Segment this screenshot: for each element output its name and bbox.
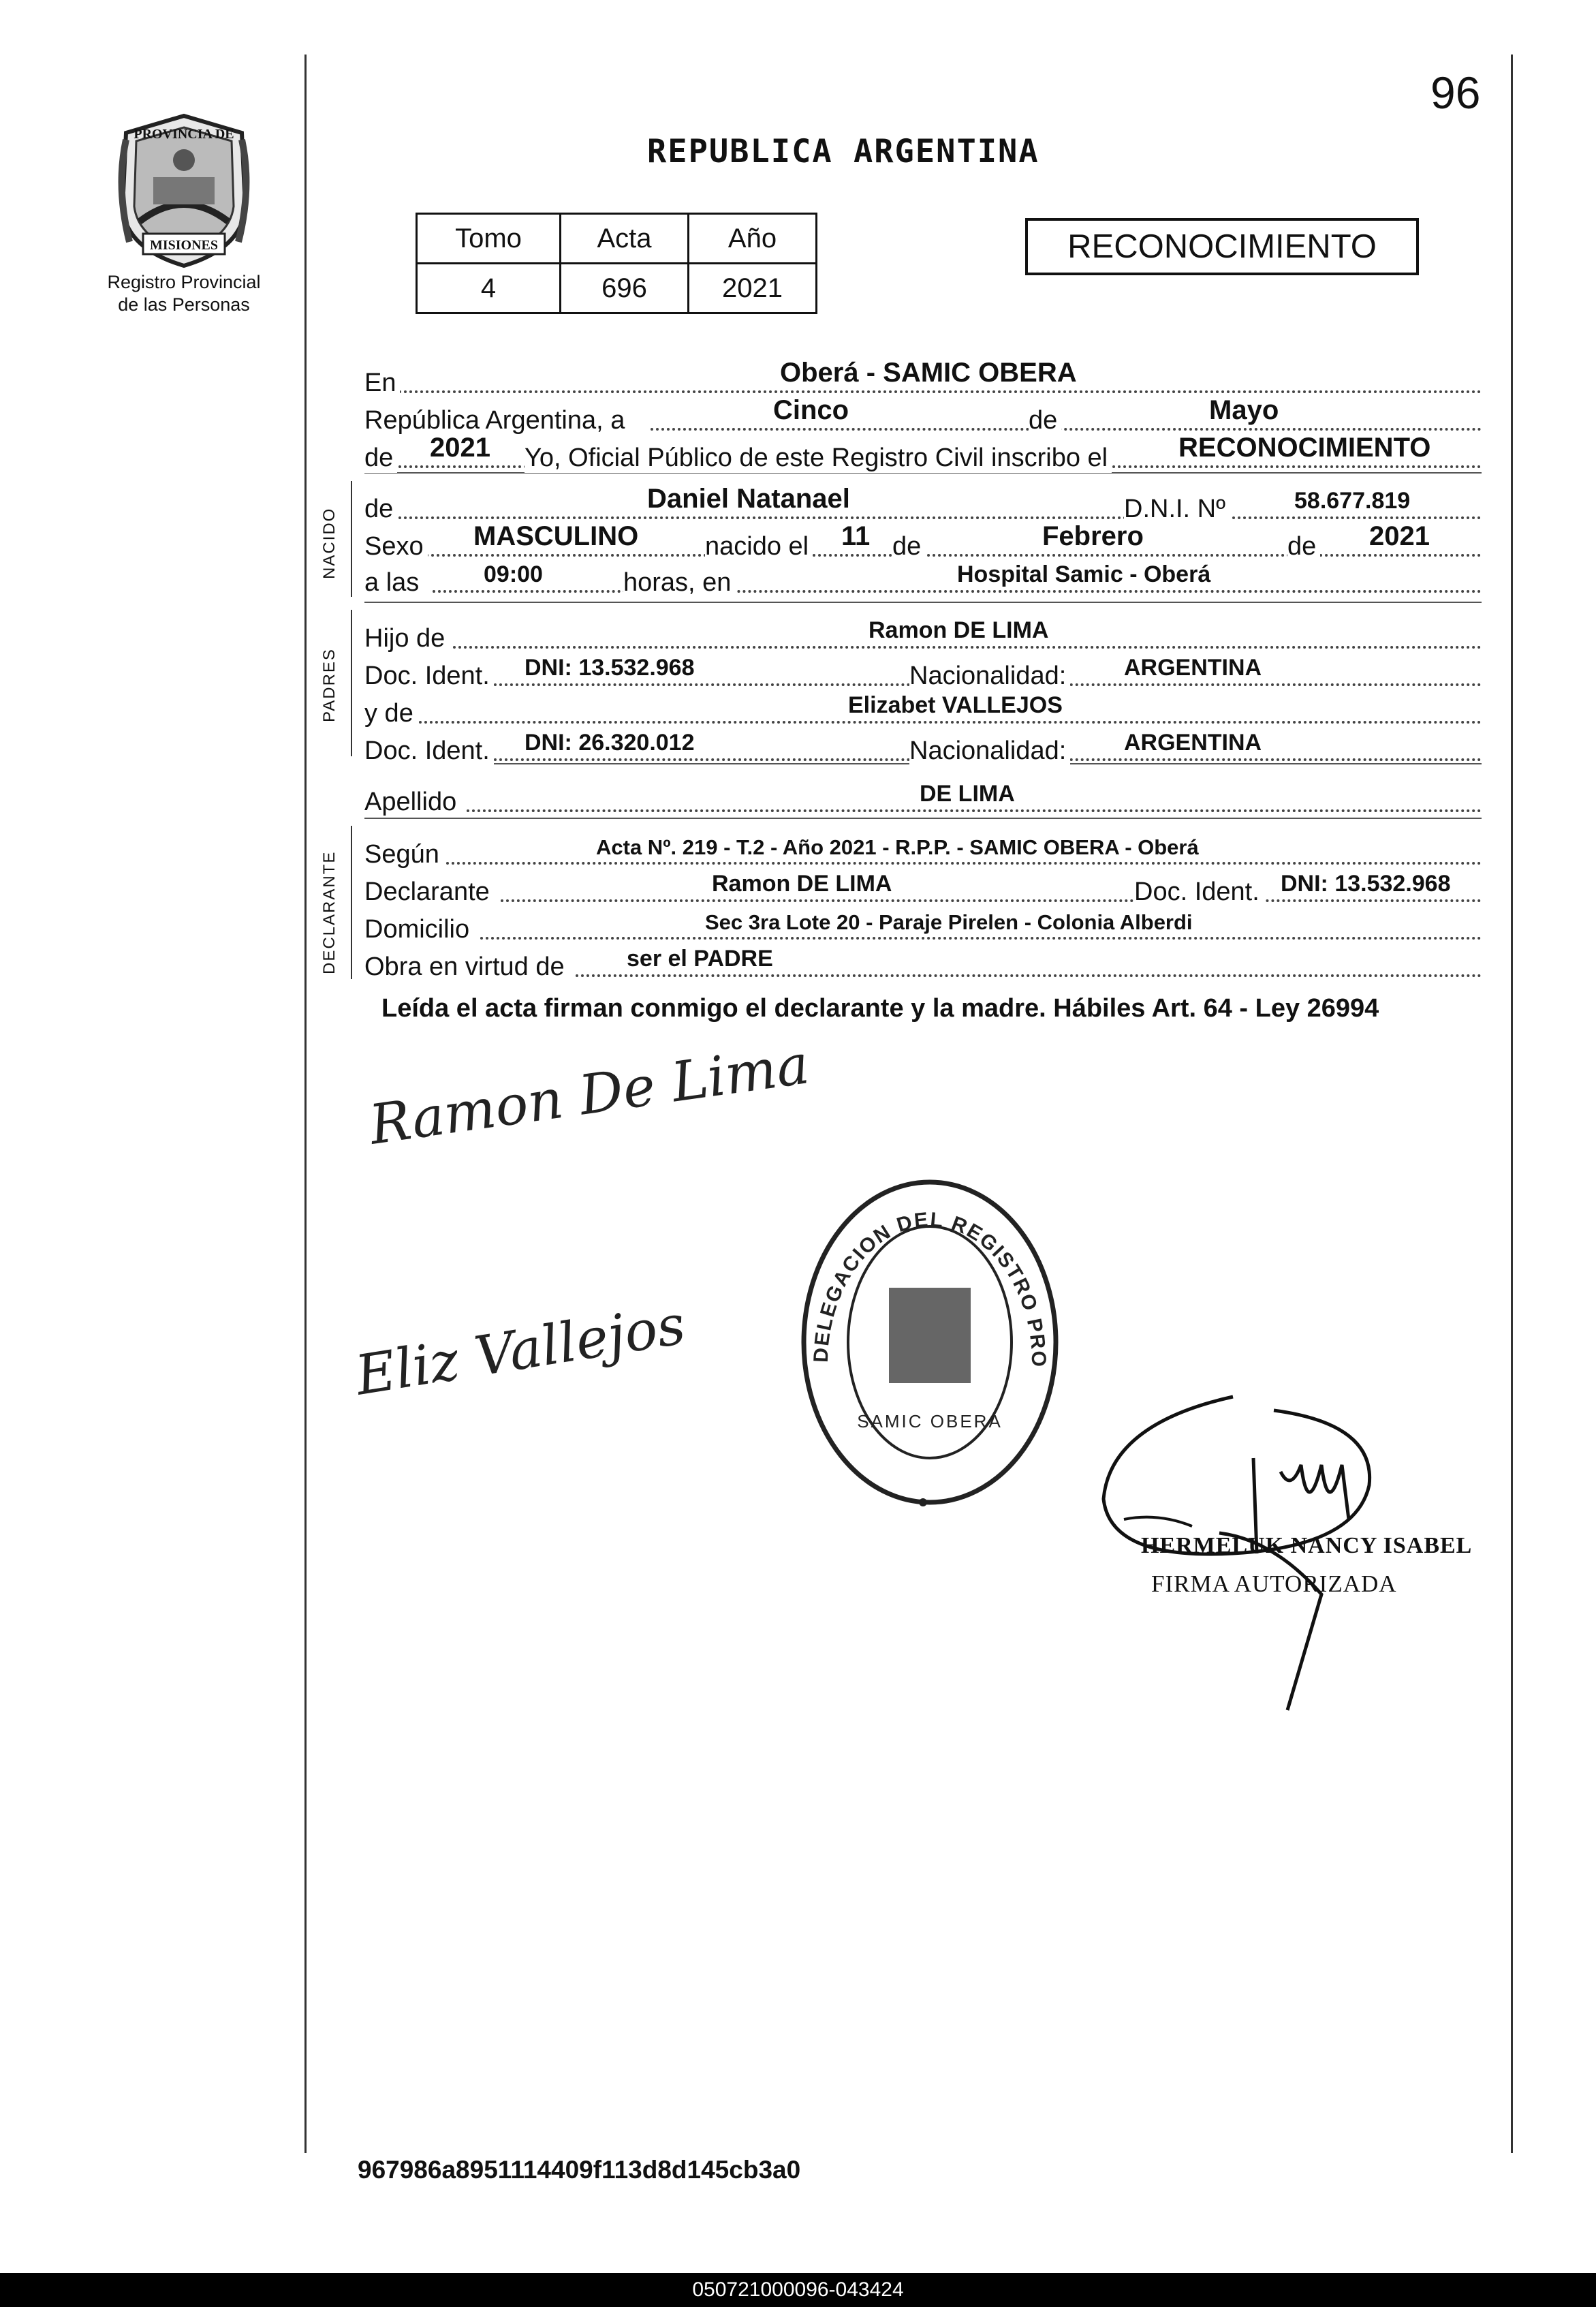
value-anio: 2021 (430, 433, 490, 463)
document-hash: 967986a8951114409f113d8d145cb3a0 (358, 2156, 801, 2184)
label-declarante: Declarante (364, 878, 494, 907)
divider-after-nacido (364, 602, 1482, 603)
value-nombre: Daniel Natanael (647, 484, 850, 514)
record-id-table (416, 213, 817, 314)
value-declarante-doc: DNI: 13.532.968 (1281, 871, 1451, 897)
value-acto: RECONOCIMIENTO (1178, 433, 1431, 463)
stamp-ring-text: DELEGACION DEL REGISTRO PRO (809, 1208, 1050, 1369)
stamp-inner-text: SAMIC OBERA (857, 1411, 1003, 1431)
value-nac-anio: 2021 (1369, 521, 1430, 551)
authorized-signature-label: FIRMA AUTORIZADA (1151, 1570, 1397, 1597)
registry-official-stamp (787, 1158, 1073, 1513)
right-margin-line (1511, 55, 1513, 2153)
value-madre: Elizabet VALLEJOS (848, 692, 1063, 718)
row-padre (364, 617, 1482, 653)
value-dni: 58.677.819 (1294, 488, 1411, 514)
value-madre-nac: ARGENTINA (1124, 730, 1262, 756)
official-name: HERMELUK NANCY ISABEL (1141, 1533, 1473, 1558)
row-nombre (364, 484, 1482, 524)
label-doc-declarante: Doc. Ident. (1134, 878, 1264, 907)
label-doc-madre: Doc. Ident. (364, 737, 494, 766)
value-obra: ser el PADRE (627, 946, 773, 972)
mother-handwritten-signature: Eliz Vallejos (351, 1292, 690, 1408)
value-nac-dia: 11 (841, 521, 871, 551)
row-madre-doc (364, 729, 1482, 766)
label-de-mes: de (1029, 406, 1061, 435)
value-madre-doc: DNI: 26.320.012 (525, 730, 695, 756)
label-nac-madre: Nacionalidad: (909, 737, 1070, 766)
value-segun: Acta Nº. 219 - T.2 - Año 2021 - R.P.P. - SAMIC OBERA - Oberá (596, 835, 1199, 859)
registry-caption-line1: Registro Provincial (107, 272, 261, 292)
record-id-value-row (417, 264, 817, 313)
value-sexo: MASCULINO (473, 521, 639, 551)
value-apellido: DE LIMA (920, 781, 1015, 807)
row-segun (364, 833, 1482, 869)
value-mes: Mayo (1209, 395, 1279, 425)
label-de-nombre: de (364, 495, 397, 524)
page-number: 96 (1430, 67, 1481, 118)
acta-header: Acta (561, 214, 689, 264)
registry-caption-line2: de las Personas (118, 294, 250, 315)
value-declarante: Ramon DE LIMA (712, 871, 892, 897)
left-margin-line (304, 55, 307, 2153)
label-segun: Según (364, 840, 443, 869)
value-padre-doc: DNI: 13.532.968 (525, 655, 695, 681)
label-y-de: y de (364, 699, 418, 728)
misiones-coat-of-arms-logo (112, 112, 255, 269)
value-padre-nac: ARGENTINA (1124, 655, 1262, 681)
row-declarante (364, 870, 1482, 907)
label-dni: D.N.I. Nº (1124, 495, 1230, 524)
row-fecha (364, 395, 1482, 435)
row-sexo (364, 521, 1482, 561)
divider-after-apellido (364, 818, 1482, 819)
closing-statement: Leída el acta firman conmigo el declarante y la madre. Hábiles Art. 64 - Ley 26994 (381, 994, 1379, 1023)
row-padre-doc (364, 654, 1482, 691)
label-en: En (364, 369, 400, 398)
document-type-box: RECONOCIMIENTO (1025, 218, 1419, 275)
label-nacido-el: nacido el (705, 532, 813, 561)
value-lugar: Oberá - SAMIC OBERA (780, 358, 1077, 388)
row-obra (364, 945, 1482, 982)
declarante-section-bar (351, 826, 352, 979)
anio-value: 2021 (689, 264, 817, 313)
declarante-section-label: DECLARANTE (320, 850, 339, 974)
label-de-anio: de (364, 444, 397, 473)
value-hora: 09:00 (484, 561, 543, 587)
row-inscripcion (364, 433, 1482, 473)
page-title: REPUBLICA ARGENTINA (647, 133, 1039, 170)
value-padre: Ramon DE LIMA (869, 617, 1049, 643)
label-sexo: Sexo (364, 532, 428, 561)
row-lugar (364, 358, 1482, 398)
registry-caption (75, 271, 293, 316)
record-id-header-row (417, 214, 817, 264)
label-horas-en: horas, en (623, 568, 735, 598)
tomo-value: 4 (417, 264, 561, 313)
row-hora (364, 561, 1482, 598)
nacido-section-bar (351, 481, 352, 597)
label-obra: Obra en virtud de (364, 953, 569, 982)
label-hijo-de: Hijo de (364, 624, 449, 653)
footer-code-bar: 050721000096-043424 (0, 2273, 1596, 2307)
value-lugar-nac: Hospital Samic - Oberá (957, 561, 1211, 587)
label-domicilio: Domicilio (364, 915, 473, 944)
acta-value: 696 (561, 264, 689, 313)
row-apellido (364, 780, 1482, 817)
logo-top-text: PROVINCIA DE (134, 127, 234, 142)
padres-section-bar (351, 610, 352, 756)
declarant-handwritten-signature: Ramon De Lima (365, 1032, 813, 1157)
label-nac-padre: Nacionalidad: (909, 662, 1070, 691)
value-dia: Cinco (773, 395, 849, 425)
nacido-section-label: NACIDO (320, 507, 339, 579)
label-republica: República Argentina, a (364, 406, 629, 435)
label-doc-padre: Doc. Ident. (364, 662, 494, 691)
label-de-nac-mes: de (892, 532, 925, 561)
logo-bottom-text: MISIONES (149, 238, 219, 253)
row-madre (364, 692, 1482, 728)
padres-section-label: PADRES (320, 648, 339, 722)
anio-header: Año (689, 214, 817, 264)
label-a-las: a las (364, 568, 423, 598)
row-domicilio (364, 908, 1482, 944)
label-inscribo: Yo, Oficial Público de este Registro Civil inscribo el (525, 444, 1112, 473)
label-apellido: Apellido (364, 788, 460, 817)
label-de-nac-anio: de (1287, 532, 1320, 561)
value-domicilio: Sec 3ra Lote 20 - Paraje Pirelen - Colonia Alberdi (705, 910, 1193, 934)
tomo-header: Tomo (417, 214, 561, 264)
value-nac-mes: Febrero (1042, 521, 1144, 551)
